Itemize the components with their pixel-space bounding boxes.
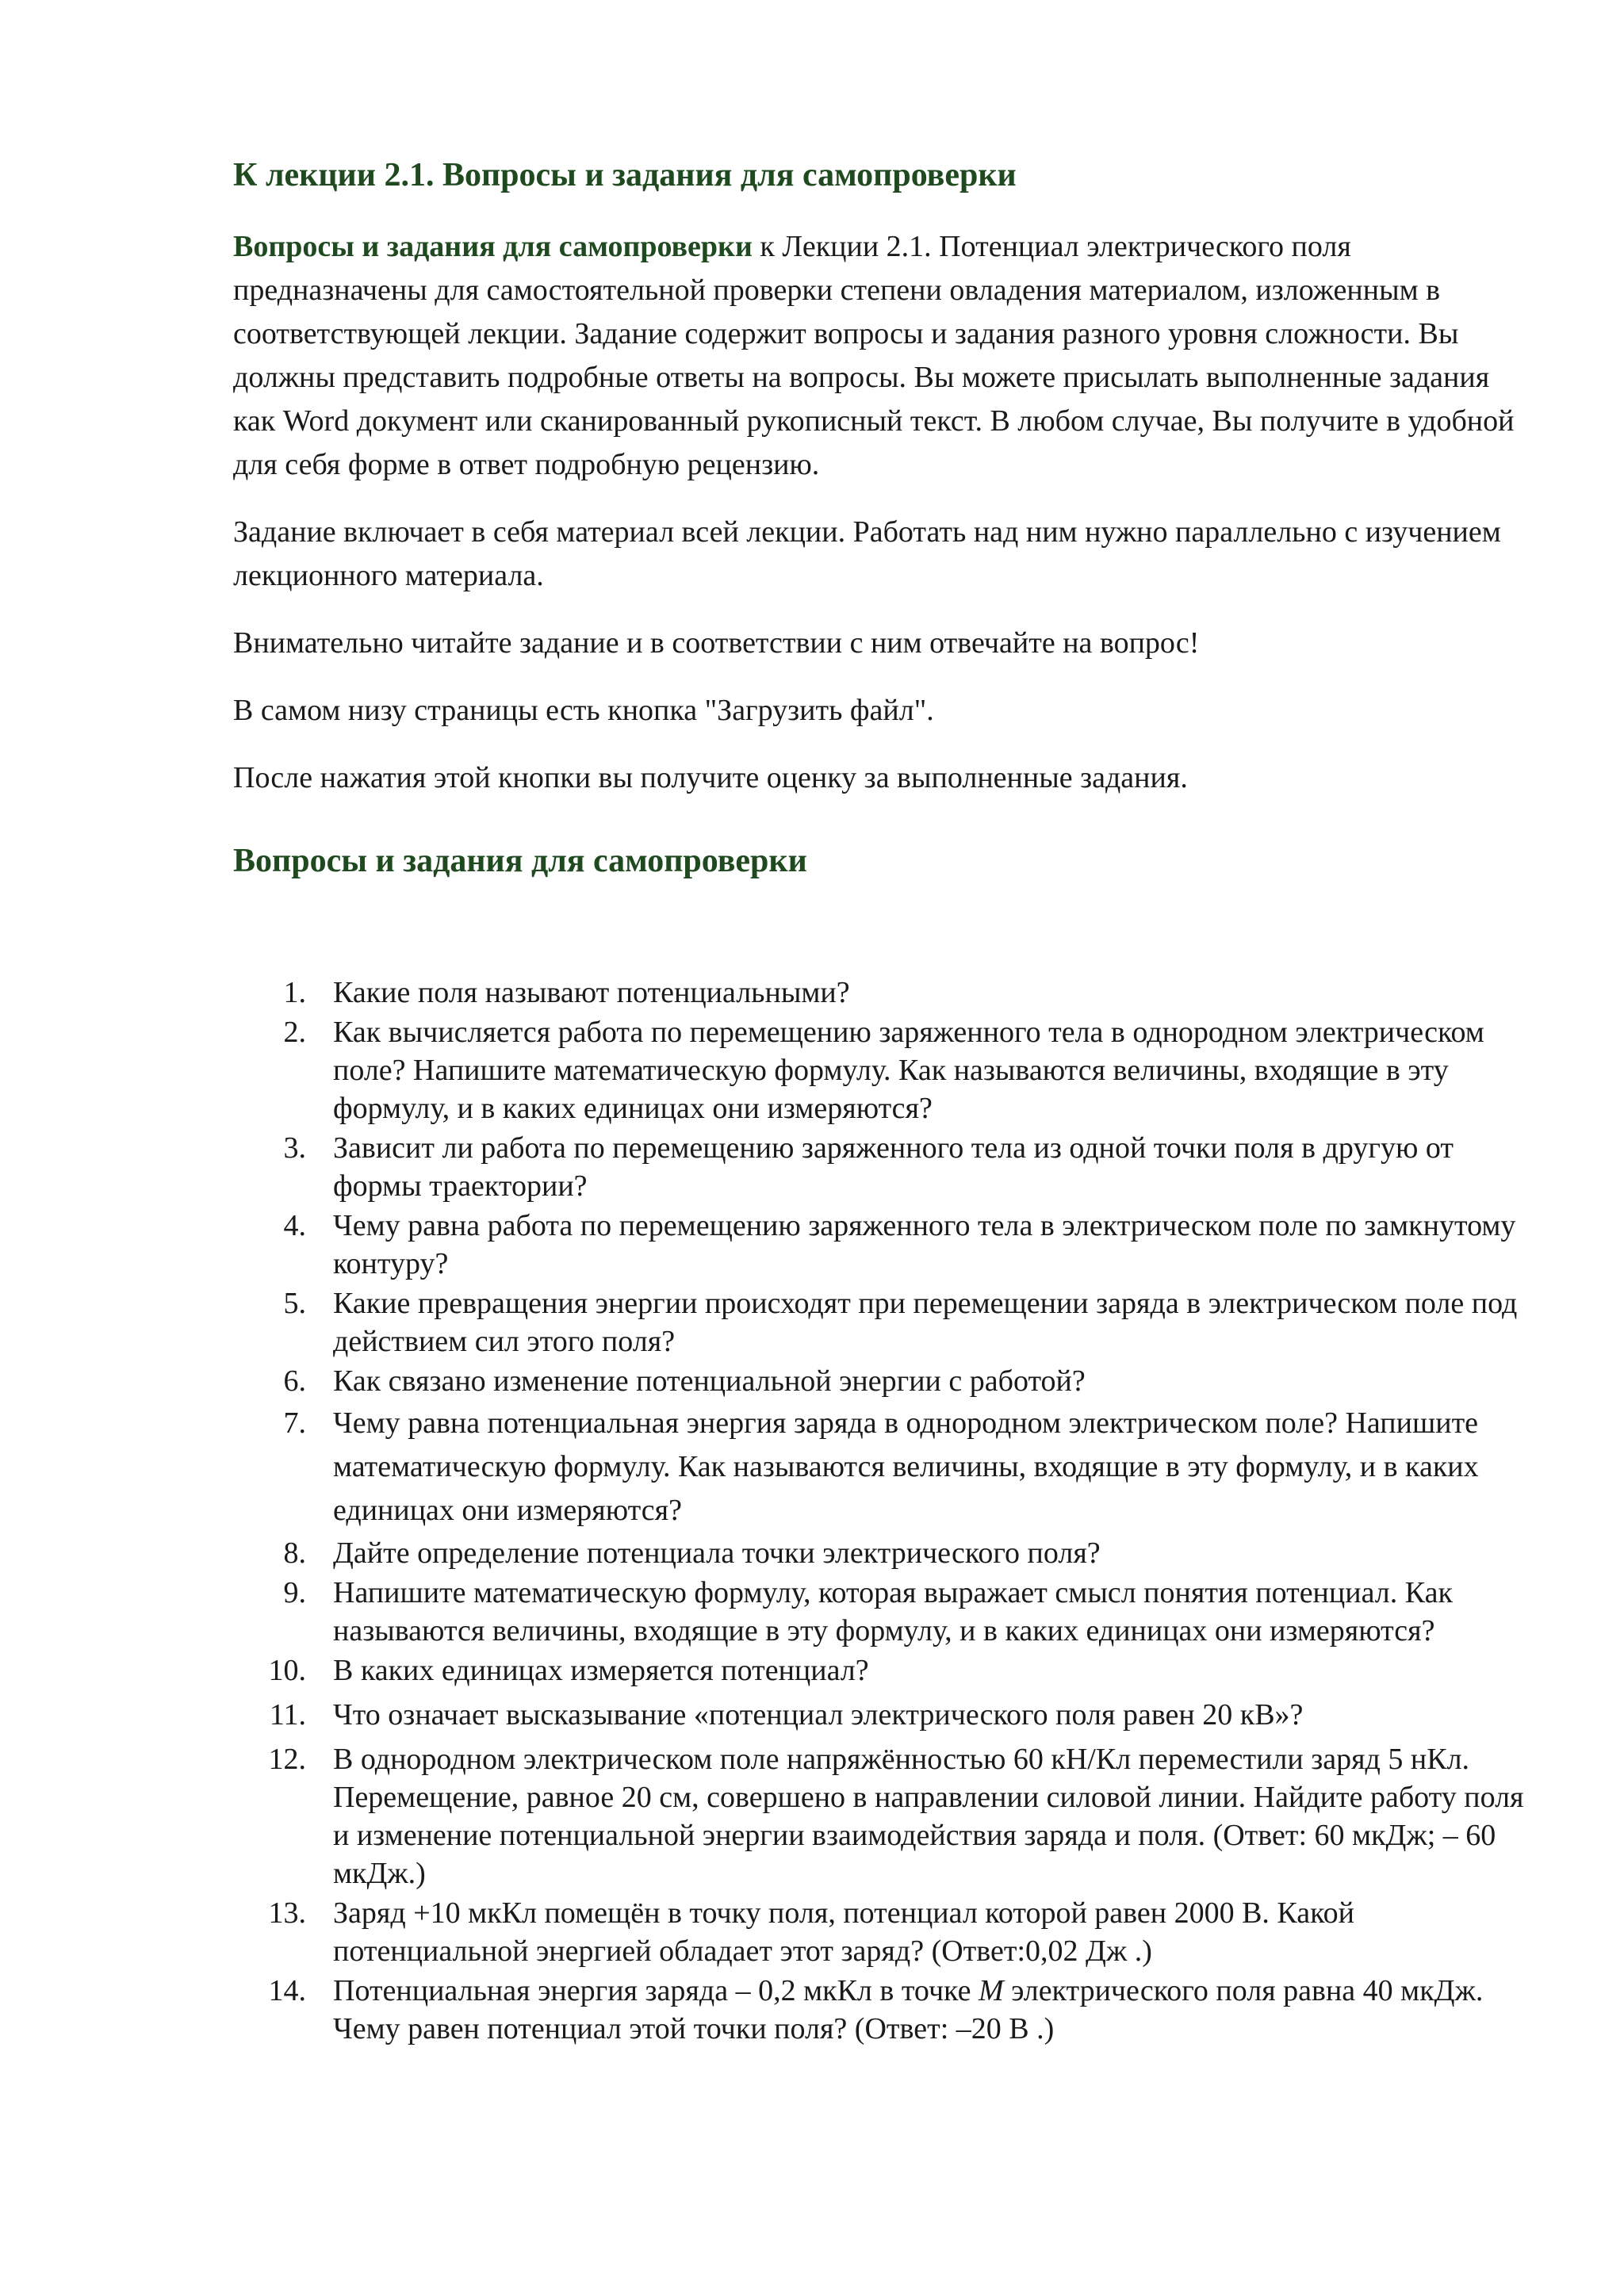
list-item <box>233 1284 1534 1360</box>
question-text: Дайте определение потенциала точки электрического поля? <box>333 1536 1101 1570</box>
question-number: 1. <box>283 975 306 1009</box>
question-number: 14. <box>268 1973 306 2007</box>
section-title: Вопросы и задания для самопроверки <box>233 843 807 880</box>
list-item <box>233 1013 1534 1127</box>
list-item <box>233 1534 1534 1572</box>
list-item <box>233 1402 1534 1533</box>
question-text: Напишите математическую формулу, которая выражает смысл понятия потенциал. Как называются величины, входящие в эту формулу, и в каких единицах они измеряются? <box>333 1575 1453 1647</box>
paragraph-scope: Задание включает в себя материал всей лекции. Работать над ним нужно параллельно с изучением лекционного материала. <box>233 515 1501 593</box>
list-item <box>233 1740 1534 1892</box>
intro-paragraph <box>233 225 1534 487</box>
question-text-start: Потенциальная энергия заряда – 0,2 мкКл в точке <box>333 1973 979 2007</box>
paragraph-instruction: Внимательно читайте задание и в соответствии с ним отвечайте на вопрос! <box>233 626 1200 660</box>
question-text: Чему равна потенциальная энергия заряда в однородном электрическом поле? Напишите математическую формулу. Как называются величины, входящие в эту формулу, и в каких единицах они измеряются? <box>333 1406 1479 1527</box>
question-text: В каких единицах измеряется потенциал? <box>333 1653 869 1687</box>
question-number: 10. <box>268 1653 306 1687</box>
question-text: Зависит ли работа по перемещению заряженного тела из одной точки поля в другую от формы траектории? <box>333 1131 1454 1203</box>
question-text: Чему равна работа по перемещению заряженного тела в электрическом поле по замкнутому контуру? <box>333 1208 1516 1280</box>
question-number: 3. <box>283 1131 306 1165</box>
intro-lead: Вопросы и задания для самопроверки <box>233 230 753 264</box>
question-number: 6. <box>283 1364 306 1398</box>
question-number: 7. <box>283 1406 306 1440</box>
question-number: 11. <box>269 1697 306 1732</box>
question-number: 4. <box>283 1208 306 1242</box>
document-content <box>233 155 1534 2049</box>
intro-text: к Лекции 2.1. Потенциал электрического поля предназначены для самостоятельной проверки степени овладения материалом, изложенным в соответствующей лекции. Задание содержит вопросы и задания разного уровня сложности. Вы должны представить подробные ответы на вопросы. Вы можете присылать выполненные задания как Word документ или сканированный рукописный текст. В любом случае, Вы получите в удобной для себя форме в ответ подробную рецензию. <box>233 230 1515 482</box>
question-text: Что означает высказывание «потенциал электрического поля равен 20 кВ»? <box>333 1697 1304 1732</box>
list-item <box>233 974 1534 1012</box>
question-text-end: электрического поля равна 40 мкДж. Чему равен потенциал этой точки поля? (Ответ: –20 В .) <box>333 1973 1484 2045</box>
list-item <box>233 1207 1534 1283</box>
questions-list <box>233 974 1534 2048</box>
question-text: Как связано изменение потенциальной энергии с работой? <box>333 1364 1086 1398</box>
question-text: Как вычисляется работа по перемещению заряженного тела в однородном электрическом поле? Напишите математическую формулу. Как называются величины, входящие в эту формулу, и в каких единицах они измеряются? <box>333 1015 1484 1125</box>
question-text: Какие превращения энергии происходят при перемещении заряда в электрическом поле под действием сил этого поля? <box>333 1286 1518 1358</box>
question-number: 12. <box>268 1742 306 1776</box>
list-item <box>233 1894 1534 1970</box>
list-item <box>233 1972 1534 2048</box>
question-text: Какие поля называют потенциальными? <box>333 975 850 1009</box>
list-item <box>233 1129 1534 1205</box>
list-item <box>233 1651 1534 1689</box>
page-title: К лекции 2.1. Вопросы и задания для самопроверки <box>233 157 1017 193</box>
question-number: 13. <box>268 1896 306 1930</box>
point-label: M <box>978 1973 1004 2007</box>
question-number: 8. <box>283 1536 306 1570</box>
paragraph-upload-note: В самом низу страницы есть кнопка "Загрузить файл". <box>233 694 934 728</box>
question-number: 9. <box>283 1575 306 1609</box>
list-item <box>233 1574 1534 1650</box>
question-number: 5. <box>283 1286 306 1320</box>
question-text: Заряд +10 мкКл помещён в точку поля, потенциал которой равен 2000 В. Какой потенциальной энергией обладает этот заряд? (Ответ:0,02 Дж .) <box>333 1896 1354 1968</box>
question-number: 2. <box>283 1015 306 1049</box>
list-item <box>233 1362 1534 1400</box>
list-item <box>233 1696 1534 1734</box>
paragraph-grade-note: После нажатия этой кнопки вы получите оценку за выполненные задания. <box>233 761 1188 795</box>
question-text: В однородном электрическом поле напряжённостью 60 кН/Кл переместили заряд 5 нКл. Перемещение, равное 20 см, совершено в направлении силовой линии. Найдите работу поля и изменение потенциальной энергии взаимодействия заряда и поля. (Ответ: 60 мкДж; – 60 мкДж.) <box>333 1742 1524 1890</box>
